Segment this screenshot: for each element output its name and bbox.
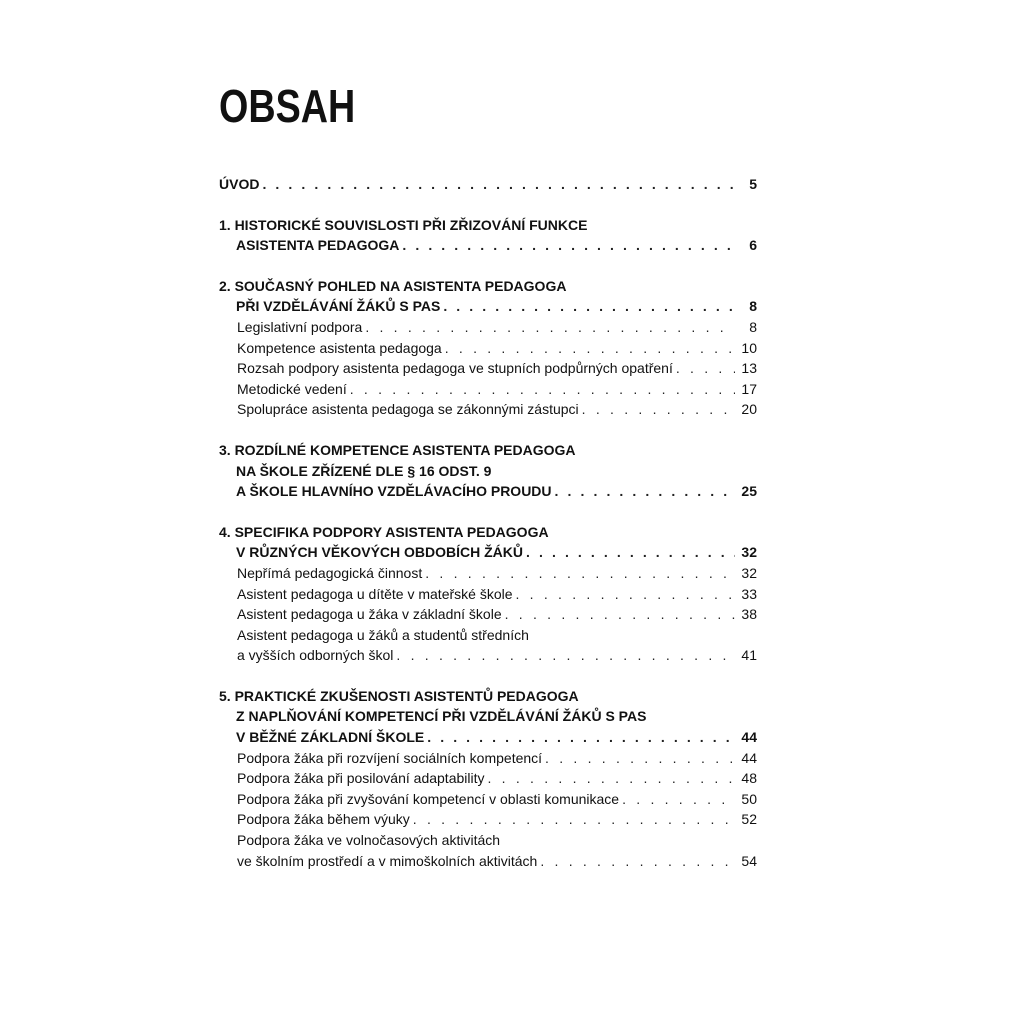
toc-subentry-line	[219, 358, 757, 379]
page-number: 44	[741, 749, 757, 766]
page-number: 44	[741, 729, 757, 746]
toc-entry-text: a vyšších odborných škol	[237, 647, 394, 664]
dot-leader	[365, 317, 735, 338]
dot-leader	[622, 789, 735, 810]
toc-subentry-line	[219, 338, 757, 359]
toc-chapter-line	[219, 174, 757, 195]
toc-chapter-line	[219, 481, 757, 502]
toc-subentry-line	[219, 789, 757, 810]
toc-entry-text: 2. SOUČASNÝ POHLED NA ASISTENTA PEDAGOGA	[219, 277, 567, 294]
toc-subentry-line	[219, 563, 757, 584]
dot-leader	[505, 604, 735, 625]
toc-entry-text: 1. HISTORICKÉ SOUVISLOSTI PŘI ZŘIZOVÁNÍ FUNKCE	[219, 216, 588, 233]
toc-entry-text: Rozsah podpory asistenta pedagoga ve stupních podpůrných opatření	[237, 360, 673, 377]
toc-entry-text: Legislativní podpora	[237, 318, 363, 335]
dot-leader	[488, 768, 736, 789]
toc-subentry-line	[219, 625, 757, 646]
toc-subentry-line	[219, 399, 757, 420]
dot-leader	[555, 481, 735, 502]
page-number: 50	[741, 790, 757, 807]
toc-chapter-line	[219, 522, 757, 543]
dot-leader	[262, 174, 735, 195]
dot-leader	[676, 358, 735, 379]
toc-entry-text: V RŮZNÝCH VĚKOVÝCH OBDOBÍCH ŽÁKŮ	[236, 544, 524, 561]
toc-entry-text: Podpora žáka při rozvíjení sociálních kompetencí	[237, 749, 543, 766]
toc-chapter-line	[219, 542, 757, 563]
dot-leader	[427, 727, 735, 748]
page-number: 8	[749, 298, 757, 315]
dot-leader	[540, 851, 735, 872]
dot-leader	[443, 296, 735, 317]
toc-entry-text: V BĚŽNÉ ZÁKLADNÍ ŠKOLE	[236, 729, 425, 746]
toc-entry-text: NA ŠKOLE ZŘÍZENÉ DLE § 16 ODST. 9	[236, 462, 492, 479]
dot-leader	[526, 542, 735, 563]
toc-entry-text: Asistent pedagoga u žáků a studentů středních	[237, 626, 529, 643]
toc-subentry-line	[219, 851, 757, 872]
toc-chapter-line	[219, 296, 757, 317]
toc-entry-text: 4. SPECIFIKA PODPORY ASISTENTA PEDAGOGA	[219, 523, 549, 540]
toc-chapter-line	[219, 235, 757, 256]
toc-chapter-line	[219, 440, 757, 461]
page-number: 17	[741, 380, 757, 397]
page-title: OBSAH	[219, 80, 356, 132]
toc-entry-text: Podpora žáka během výuky	[237, 811, 410, 828]
toc-entry-text: Metodické vedení	[237, 380, 347, 397]
toc-entry-text: 5. PRAKTICKÉ ZKUŠENOSTI ASISTENTŮ PEDAGOGA	[219, 687, 579, 704]
toc-subentry-line	[219, 768, 757, 789]
toc-subentry-line	[219, 830, 757, 851]
toc-subentry-line	[219, 604, 757, 625]
page-number: 20	[741, 401, 757, 418]
dot-leader	[516, 584, 736, 605]
page-number: 5	[749, 176, 757, 192]
dot-leader	[350, 379, 735, 400]
toc-entry-text: A ŠKOLE HLAVNÍHO VZDĚLÁVACÍHO PROUDU	[236, 483, 552, 500]
toc-section	[219, 215, 757, 256]
toc-entry-text: Podpora žáka při posilování adaptability	[237, 770, 485, 787]
toc-entry-text: ve školním prostředí a v mimoškolních aktivitách	[237, 852, 538, 869]
page-number: 38	[741, 606, 757, 623]
toc-entry-text: ÚVOD	[219, 176, 260, 192]
toc-entry-text: PŘI VZDĚLÁVÁNÍ ŽÁKŮ S PAS	[236, 298, 441, 315]
toc-subentry-line	[219, 317, 757, 338]
toc-chapter-line	[219, 686, 757, 707]
page-number: 10	[741, 339, 757, 356]
page-number: 33	[741, 585, 757, 602]
toc-entry-text: Asistent pedagoga u dítěte v mateřské škole	[237, 585, 513, 602]
toc-entry-text: 3. ROZDÍLNÉ KOMPETENCE ASISTENTA PEDAGOGA	[219, 441, 576, 458]
toc-section	[219, 686, 757, 871]
toc-entry-text: Nepřímá pedagogická činnost	[237, 564, 423, 581]
toc-entry-text: Asistent pedagoga u žáka v základní škole	[237, 606, 502, 623]
page-number: 8	[749, 318, 757, 335]
toc-section	[219, 276, 757, 420]
table-of-contents	[219, 174, 757, 891]
page-number: 6	[749, 237, 757, 254]
page-number: 13	[741, 360, 757, 377]
dot-leader	[396, 645, 735, 666]
toc-subentry-line	[219, 379, 757, 400]
page-number: 41	[741, 647, 757, 664]
toc-entry-text: ASISTENTA PEDAGOGA	[236, 237, 400, 254]
page-number: 48	[741, 770, 757, 787]
dot-leader	[582, 399, 735, 420]
toc-entry-text: Spolupráce asistenta pedagoga se zákonnými zástupci	[237, 401, 579, 418]
toc-subentry-line	[219, 584, 757, 605]
toc-section	[219, 440, 757, 502]
dot-leader	[413, 809, 735, 830]
page-number: 32	[741, 544, 757, 561]
toc-entry-text: Podpora žáka při zvyšování kompetencí v oblasti komunikace	[237, 790, 620, 807]
toc-chapter-line	[219, 215, 757, 236]
dot-leader	[445, 338, 735, 359]
page-number: 52	[741, 811, 757, 828]
toc-entry-text: Z NAPLŇOVÁNÍ KOMPETENCÍ PŘI VZDĚLÁVÁNÍ ŽÁKŮ S PAS	[236, 708, 647, 725]
page-number: 32	[741, 564, 757, 581]
toc-section	[219, 522, 757, 666]
toc-chapter-line	[219, 706, 757, 727]
page-number: 54	[741, 852, 757, 869]
page-number: 25	[741, 483, 757, 500]
dot-leader	[425, 563, 735, 584]
toc-entry-text: Podpora žáka ve volnočasových aktivitách	[237, 832, 501, 849]
toc-chapter-line	[219, 727, 757, 748]
dot-leader	[545, 748, 735, 769]
toc-subentry-line	[219, 748, 757, 769]
toc-chapter-line	[219, 276, 757, 297]
toc-subentry-line	[219, 645, 757, 666]
dot-leader	[402, 235, 735, 256]
toc-entry-text: Kompetence asistenta pedagoga	[237, 339, 442, 356]
toc-subentry-line	[219, 809, 757, 830]
toc-section	[219, 174, 757, 195]
toc-chapter-line	[219, 461, 757, 482]
